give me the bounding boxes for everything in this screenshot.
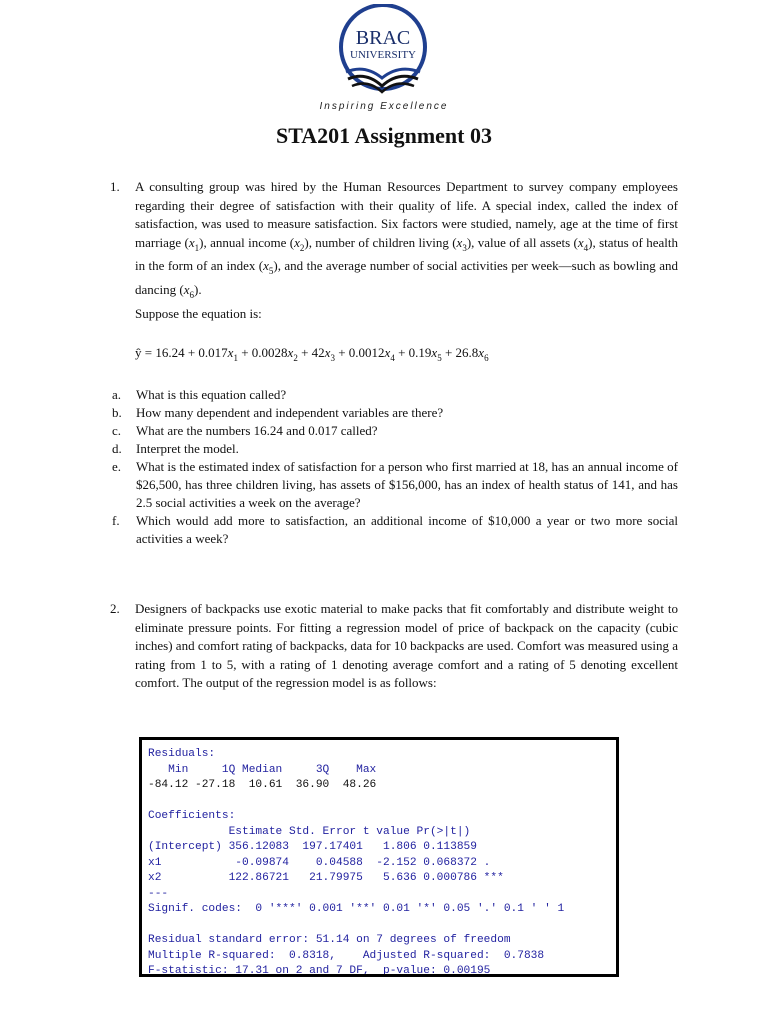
part-label: e. (112, 459, 122, 474)
question-number: 1. (110, 179, 120, 194)
coefficients-label: Coefficients: (148, 810, 236, 822)
logo-text-university: UNIVERSITY (350, 49, 416, 61)
separator: --- (148, 887, 169, 900)
brac-university-logo (318, 4, 448, 116)
question-1-parts (112, 386, 678, 548)
residuals-values: -84.12 -27.18 10.61 36.90 48.26 (148, 779, 377, 791)
part-label: a. (112, 387, 122, 402)
logo-tagline: Inspiring Excellence (319, 101, 449, 112)
part-item (112, 458, 678, 512)
part-label: f. (112, 513, 120, 528)
signif-codes: Signif. codes: 0 '***' 0.001 '**' 0.01 '*' 0.05 '.' 0.1 ' ' 1 (148, 903, 565, 915)
part-item (112, 512, 678, 548)
part-item (112, 386, 678, 404)
part-text: Interpret the model. (136, 441, 239, 456)
part-text: Which would add more to satisfaction, an additional income of $10,000 a year or two more social activities a week? (136, 513, 678, 546)
logo-emblem-icon (318, 4, 448, 116)
part-text: What are the numbers 16.24 and 0.017 called? (136, 423, 378, 438)
f-statistic: F-statistic: 17.31 on 2 and 7 DF, p-value: 0.00195 (148, 965, 491, 977)
part-item (112, 404, 678, 422)
residual-standard-error: Residual standard error: 51.14 on 7 degrees of freedom (148, 934, 511, 946)
coefficient-row: (Intercept) 356.12083 197.17401 1.806 0.113859 (148, 841, 477, 853)
question-1-text: A consulting group was hired by the Human Resources Department to survey company employees regarding their degree of satisfaction with their quality of life. A special index, called the index of satisfaction, was used to measure satisfaction. Six factors were studied, namely, age at the time of first marriage $(x_1)$, annual income $(x_2)$, number of children living $(x_3)$, value of all assets $(x_4)$, status of health in the form of an index $(x_5)$, and the average number of social activities per week—such as bowling and dancing $(x_6)$. Suppose the equation is: (135, 179, 678, 321)
question-2-text: Designers of backpacks use exotic material to make packs that fit comfortably and distribute weight to eliminate pressure points. For fitting a regression model of price of backpack on the capacity (cubic inches) and comfort rating of backpacks, data for 10 backpacks are used. Comfort was measured using a rating from 1 to 5, with a rating of 1 denoting average comfort and a rating of 5 denoting excellent comfort. The output of the regression model is as follows: (135, 601, 678, 691)
question-number: 2. (110, 601, 120, 616)
regression-equation: ŷ = $16.24 + 0.017x_1 + 0.0028x_2 + 42x_3 + 0.0012x_4 + 0.19x_5 + 26.8x_6$ (135, 345, 489, 363)
page-title: STA201 Assignment 03 (276, 123, 492, 148)
residuals-label: Residuals: (148, 748, 216, 760)
question-1 (110, 178, 678, 323)
regression-output-box (139, 737, 619, 977)
part-item (112, 440, 678, 458)
part-item (112, 422, 678, 440)
part-text: How many dependent and independent variables are there? (136, 405, 444, 420)
residuals-header: Min 1Q Median 3Q Max (148, 763, 377, 776)
coefficients-header: Estimate Std. Error t value Pr(>|t|) (148, 825, 471, 838)
coefficient-row: x1 -0.09874 0.04588 -2.152 0.068372 . (148, 856, 491, 869)
question-2 (110, 600, 678, 693)
r-squared: Multiple R-squared: 0.8318, Adjusted R-squared: 0.7838 (148, 949, 545, 962)
coefficient-row: x2 122.86721 21.79975 5.636 0.000786 *** (148, 872, 504, 884)
logo-text-brac: BRAC (355, 27, 411, 49)
part-label: b. (112, 405, 122, 420)
part-label: c. (112, 423, 122, 438)
part-label: d. (112, 441, 122, 456)
part-text: What is this equation called? (136, 387, 287, 402)
part-text: What is the estimated index of satisfaction for a person who first married at 18, has an annual income of $26,500, has three children living, has assets of $156,000, has an index of health status of 141, and has 2.5 social activities a week on the average? (136, 459, 678, 510)
